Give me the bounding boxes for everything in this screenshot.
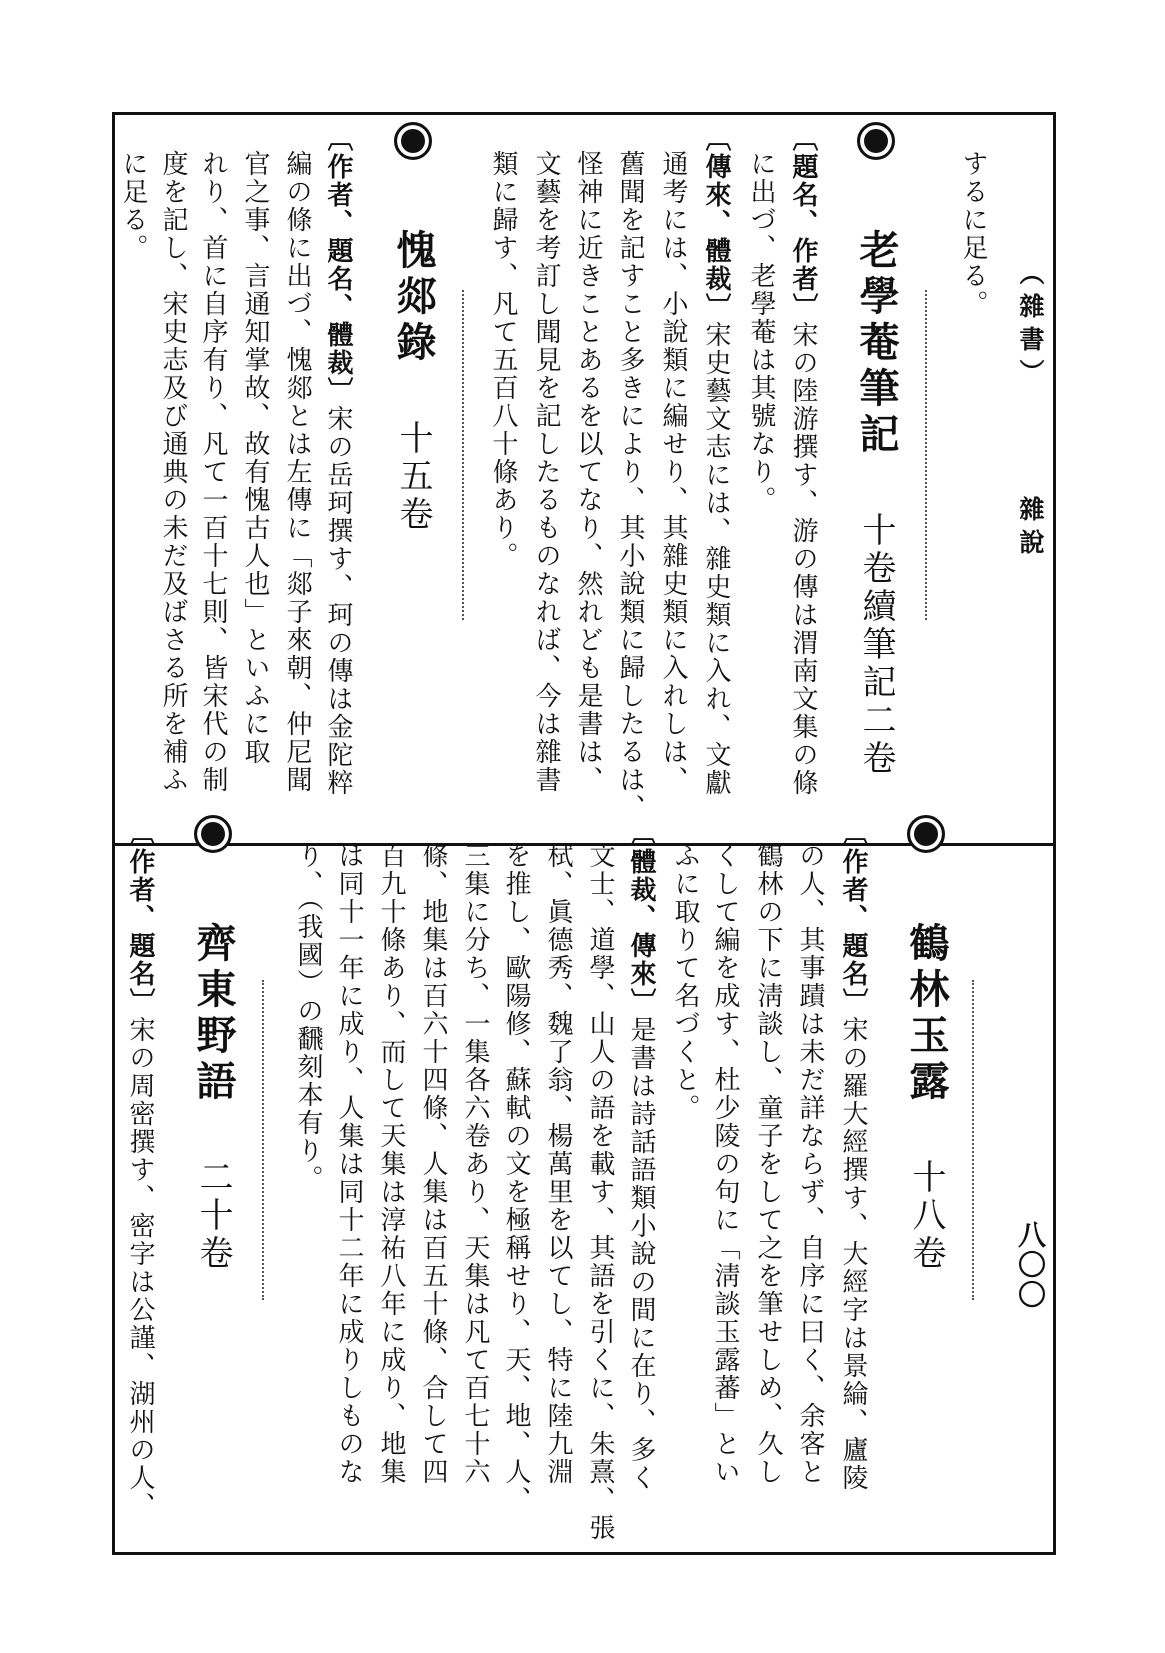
body-line: 〔作者、題名、體裁〕宋の岳珂撰す、珂の傳は金陀粹 [323, 125, 353, 797]
body-line: 〔傳來、體裁〕宋史藝文志には、雜史類に入れ、文獻 [701, 125, 731, 797]
entry-volumes: 十五卷 [393, 420, 433, 534]
wavy-separator [972, 980, 982, 1300]
section-tag: 〔作者、題名〕 [838, 820, 868, 1016]
body-line: 〔作者、題名〕宋の羅大經撰す、大經字は景綸、廬陵 [838, 820, 868, 1492]
body-line: を推し、歐陽修、蘇軾の文を極稱せり、天、地、人、 [501, 842, 531, 1514]
entry-title-block [848, 122, 905, 778]
body-line: 條、地集は百六十四條、人集は百五十條、合して四 [418, 842, 448, 1486]
entry-volumes: 二十卷 [193, 1159, 233, 1273]
body-line: 類に歸す、凡て五百八十條あり。 [488, 150, 518, 570]
body-line: 百九十條あり、而して天集は淳祐八年に成り、地集 [376, 842, 406, 1486]
body-line: の人、其事蹟は未だ詳ならず、自序に曰く、余客と [795, 842, 825, 1486]
section-tag: 〔體裁、傳來〕 [626, 820, 656, 1016]
section-tag: 〔作者、題名〕 [125, 820, 155, 1016]
bullet-icon [907, 815, 945, 853]
body-line: 鶴林の下に淸談し、童子をして之を筆せしめ、久し [753, 842, 783, 1486]
body-line: 〔體裁、傳來〕是書は詩話語類小說の間に在り、多く [626, 820, 656, 1492]
body-line: 文士、道學、山人の語を載す、其語を引くに、朱熹、張 [585, 842, 615, 1542]
entry-title: 齊東野語 [190, 922, 237, 1106]
entry-volumes: 十八卷 [906, 1159, 946, 1273]
body-line: は同十一年に成り、人集は同十二年に成りしものな [334, 842, 364, 1486]
running-head-category: （雜書） [1016, 260, 1045, 392]
body-line: に出づ、老學菴は其號なり。 [746, 150, 776, 514]
wavy-separator [462, 290, 472, 620]
body-line: 編の條に出づ、愧郯とは左傳に「郯子來朝、仲尼聞 [282, 150, 312, 794]
entry-title-block [385, 122, 442, 534]
entry-volumes: 十卷續筆記二卷 [856, 512, 896, 778]
running-head [1012, 260, 1048, 562]
carryover-line: するに足る。 [958, 150, 988, 318]
wavy-separator [262, 980, 272, 1300]
entry-title: 愧郯錄 [390, 229, 437, 367]
body-line: れり、首に自序有り、凡て一百十七則、皆宋代の制 [198, 150, 228, 794]
body-line: 文藝を考訂し聞見を記したるものなれば、今は雜書 [531, 150, 561, 794]
body-line: り、（我國）の飜刻本有り。 [293, 842, 323, 1193]
bullet-icon [857, 122, 895, 160]
body-line: くして編を成す、杜少陵の句に「淸談玉露蕃」とい [710, 842, 740, 1486]
entry-title-block [898, 815, 955, 1273]
entry-title: 鶴林玉露 [903, 922, 950, 1106]
entry-title-block [185, 815, 242, 1273]
wavy-separator [925, 290, 935, 620]
body-line: 度を記し、宋史志及び通典の未だ及ばさる所を補ふ [158, 150, 188, 794]
section-tag: 〔傳來、體裁〕 [701, 125, 731, 321]
body-line: 〔題名、作者〕宋の陸游撰す、游の傳は渭南文集の條 [788, 125, 818, 797]
body-line: ふに取りて名づくと。 [670, 842, 700, 1122]
body-line: に足る。 [118, 150, 148, 262]
body-line: 栻、眞德秀、魏了翁、楊萬里を以てし、特に陸九淵 [543, 842, 573, 1486]
bullet-icon [394, 122, 432, 160]
bullet-icon [194, 815, 232, 853]
body-line: 舊聞を記すこと多きにより、其小說類に歸したるは、 [615, 150, 645, 822]
running-head-section: 雜說 [1016, 496, 1045, 562]
body-line: 官之事、言通知掌故、故有愧古人也」といふに取 [240, 150, 270, 766]
section-tag: 〔作者、題名、體裁〕 [323, 125, 353, 405]
section-tag: 〔題名、作者〕 [788, 125, 818, 321]
body-line: 三集に分ち、一集各六卷あり、天集は凡て百七十六 [460, 842, 490, 1486]
body-line: 〔作者、題名〕宋の周密撰す、密字は公謹、湖州の人、 [125, 820, 155, 1520]
body-line: 怪神に近きことあるを以てなり、然れども是書は、 [573, 150, 603, 794]
entry-title: 老學菴筆記 [853, 229, 900, 459]
page-number: 八〇〇 [1014, 1220, 1047, 1310]
body-line: 通考には、小說類に編せり、其雜史類に入れしは、 [658, 150, 688, 794]
